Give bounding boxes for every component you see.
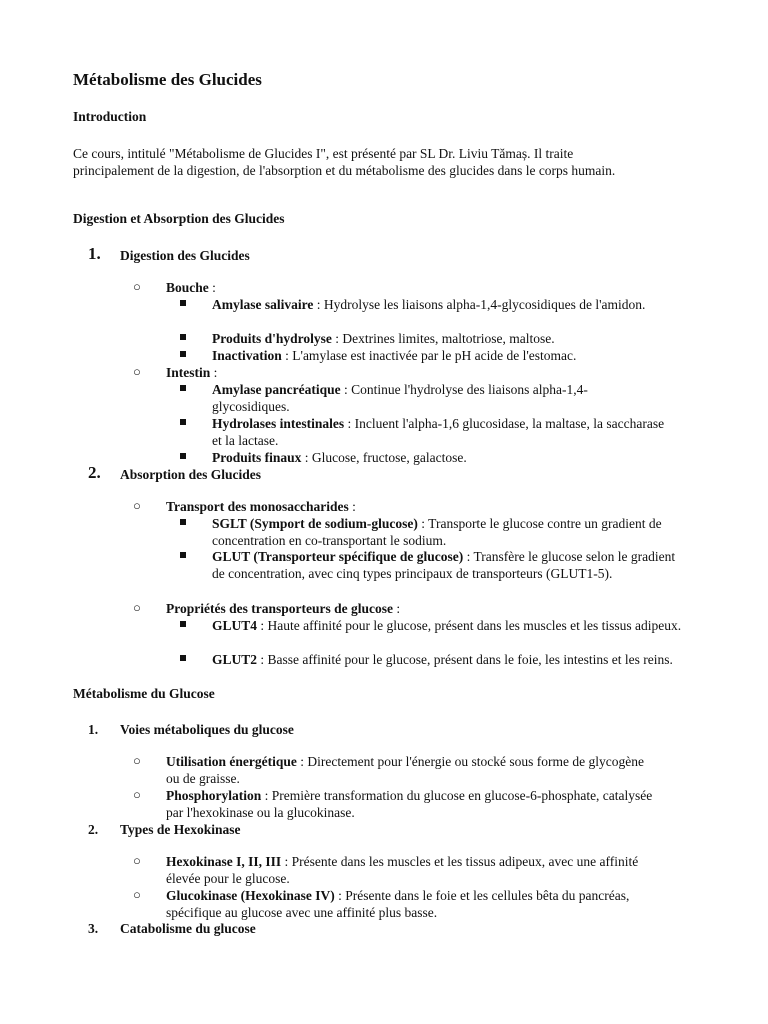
- list-item: Hexokinase I, II, III : Présente dans les muscles et les tissus adipeux, avec une affinité élevée pour le glucose.: [166, 854, 639, 886]
- list-number: 2.: [88, 822, 99, 837]
- circle-bullet-icon: ○: [133, 753, 141, 768]
- square-bullet-icon: [180, 300, 186, 306]
- circle-bullet-icon: ○: [133, 887, 141, 902]
- sublist-label: Bouche: [166, 280, 209, 295]
- document-title: Métabolisme des Glucides: [73, 70, 262, 89]
- square-bullet-icon: [180, 419, 186, 425]
- intro-heading: Introduction: [73, 109, 147, 124]
- list-item: Inactivation : L'amylase est inactivée par le pH acide de l'estomac.: [212, 348, 577, 363]
- list-number: 1.: [88, 244, 101, 263]
- list-item: Produits d'hydrolyse : Dextrines limites, maltotriose, maltose.: [212, 331, 555, 346]
- list-item: Utilisation énergétique : Directement pour l'énergie ou stocké sous forme de glycogène ou de graisse.: [166, 754, 644, 786]
- circle-bullet-icon: ○: [133, 853, 141, 868]
- circle-bullet-icon: ○: [133, 600, 141, 615]
- intro-paragraph: Ce cours, intitulé "Métabolisme de Glucides I", est présenté par SL Dr. Liviu Tămaș. Il traite principalement de la digestion, de l'absorption et du métabolisme des glucides dans le corps humain.: [73, 146, 616, 178]
- circle-bullet-icon: ○: [133, 498, 141, 513]
- section-heading-metabolisme: Métabolisme du Glucose: [73, 686, 215, 701]
- list-item: GLUT2 : Basse affinité pour le glucose, présent dans le foie, les intestins et les reins.: [212, 652, 673, 667]
- list-item-title-digestion: Digestion des Glucides: [120, 248, 250, 263]
- sublist-item-bouche: Bouche :: [166, 280, 216, 295]
- square-bullet-icon: [180, 334, 186, 340]
- list-item: Amylase pancréatique : Continue l'hydrolyse des liaisons alpha-1,4-glycosidiques.: [212, 382, 588, 414]
- sublist-item-intestin: Intestin :: [166, 365, 218, 380]
- list-item-title-absorption: Absorption des Glucides: [120, 467, 262, 482]
- square-bullet-icon: [180, 351, 186, 357]
- circle-bullet-icon: ○: [133, 279, 141, 294]
- circle-bullet-icon: ○: [133, 364, 141, 379]
- circle-bullet-icon: ○: [133, 787, 141, 802]
- square-bullet-icon: [180, 621, 186, 627]
- list-item: Produits finaux : Glucose, fructose, galactose.: [212, 450, 467, 465]
- section-heading-digestion-absorption: Digestion et Absorption des Glucides: [73, 211, 285, 226]
- square-bullet-icon: [180, 385, 186, 391]
- list-number: 3.: [88, 921, 99, 936]
- list-item: Hydrolases intestinales : Incluent l'alpha-1,6 glucosidase, la maltase, la saccharase et la lactase.: [212, 416, 665, 448]
- list-item-title-hexokinase: Types de Hexokinase: [120, 822, 241, 837]
- list-item: SGLT (Symport de sodium-glucose) : Transporte le glucose contre un gradient de concentration en co-transportant le sodium.: [212, 516, 662, 548]
- square-bullet-icon: [180, 453, 186, 459]
- list-item: GLUT (Transporteur spécifique de glucose) : Transfère le glucose selon le gradient de concentration, avec cinq types principaux de transporteurs (GLUT1-5).: [212, 549, 676, 581]
- square-bullet-icon: [180, 655, 186, 661]
- square-bullet-icon: [180, 552, 186, 558]
- list-item: GLUT4 : Haute affinité pour le glucose, présent dans les muscles et les tissus adipeux.: [212, 618, 682, 633]
- list-item-title-voies: Voies métaboliques du glucose: [120, 722, 294, 737]
- list-number: 2.: [88, 463, 101, 482]
- list-item-title-catabolisme: Catabolisme du glucose: [120, 921, 256, 936]
- square-bullet-icon: [180, 519, 186, 525]
- list-item: Phosphorylation : Première transformation du glucose en glucose-6-phosphate, catalysée par l'hexokinase ou la glucokinase.: [166, 788, 653, 820]
- list-number: 1.: [88, 722, 99, 737]
- list-item: Glucokinase (Hexokinase IV) : Présente dans le foie et les cellules bêta du pancréas, spécifique au glucose avec une affinité plus basse.: [166, 888, 630, 920]
- sublist-item-proprietes: Propriétés des transporteurs de glucose :: [166, 601, 401, 616]
- sublist-item-transport: Transport des monosaccharides :: [166, 499, 356, 514]
- list-item: Amylase salivaire : Hydrolyse les liaisons alpha-1,4-glycosidiques de l'amidon.: [212, 297, 646, 312]
